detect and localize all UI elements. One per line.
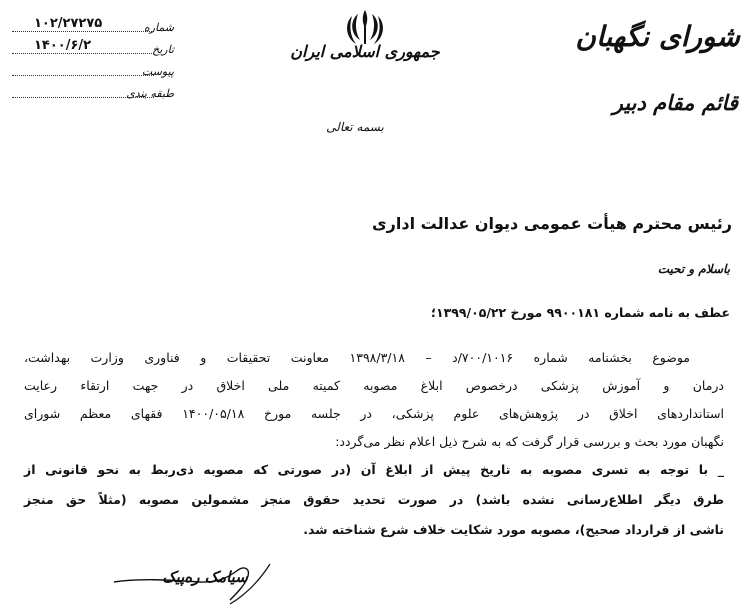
- meta-date-row: [4, 36, 174, 58]
- organization-title: شورای نگهبان: [575, 20, 740, 53]
- paragraph-line: _ با توجه به تسری مصوبه به تاریخ پیش از ابلاغ آن (در صورتی که مصوبه ذی‌ربط به نحو قانونی از: [24, 462, 724, 477]
- letter-classification-label: طبقه بندی: [126, 87, 174, 100]
- republic-title: جمهوری اسلامی ایران: [290, 42, 440, 61]
- letter-greeting: باسلام و تحیت: [657, 262, 730, 276]
- paragraph-line: ناشی از قرارداد صحیح)، مصوبه مورد شکایت خلاف شرع شناخته شد.: [303, 522, 724, 537]
- paragraph-line: استانداردهای اخلاق در پژوهش‌های علوم پزشکی، در جلسه مورخ ۱۴۰۰/۰۵/۱۸ فقهای معظم شورای: [24, 406, 724, 421]
- letter-paragraph-1: [24, 344, 724, 456]
- office-title: قائم مقام دبیر: [612, 90, 738, 115]
- paragraph-line: نگهبان مورد بحث و بررسی قرار گرفت که به شرح ذیل اعلام نظر می‌گردد:: [335, 434, 724, 449]
- meta-number-row: [4, 14, 174, 36]
- paragraph-line: موضوع بخشنامه شماره ۷۰۰/۱۰۱۶/د – ۱۳۹۸/۳/۱۸ معاونت تحقیقات و فناوری وزارت بهداشت،: [24, 350, 690, 365]
- letter-number-label: شماره: [143, 21, 174, 34]
- letter-addressee: رئیس محترم هیأت عمومی دیوان عدالت اداری: [372, 214, 732, 233]
- signatory-name: سیامک ره‌پیک: [162, 568, 248, 586]
- letter-meta-block: [4, 14, 174, 102]
- letter-attachment-label: پیوست: [141, 65, 174, 78]
- letter-number: ۱۰۲/۲۷۲۷۵: [34, 16, 103, 31]
- meta-attachment-row: [4, 58, 174, 80]
- letter-date-label: تاریخ: [152, 43, 174, 56]
- letter-paragraph-2: [24, 455, 724, 545]
- paragraph-line: طرق دیگر اطلاع‌رسانی نشده باشد) در صورت تحدید حقوق منجز مشمولین مصوبه (مثلاً حق منجز: [24, 492, 724, 507]
- meta-classification-row: [4, 80, 174, 102]
- paragraph-line: درمان و آموزش پزشکی درخصوص ابلاغ مصوبه کمیته ملی اخلاق در جهت ارتقاء رعایت: [24, 378, 724, 393]
- letter-reference: عطف به نامه شماره ۹۹۰۰۱۸۱ مورخ ۱۳۹۹/۰۵/۲۲؛: [430, 305, 730, 320]
- letter-date: ۱۴۰۰/۶/۲: [34, 38, 92, 53]
- bismillah: بسمه تعالی: [326, 120, 384, 134]
